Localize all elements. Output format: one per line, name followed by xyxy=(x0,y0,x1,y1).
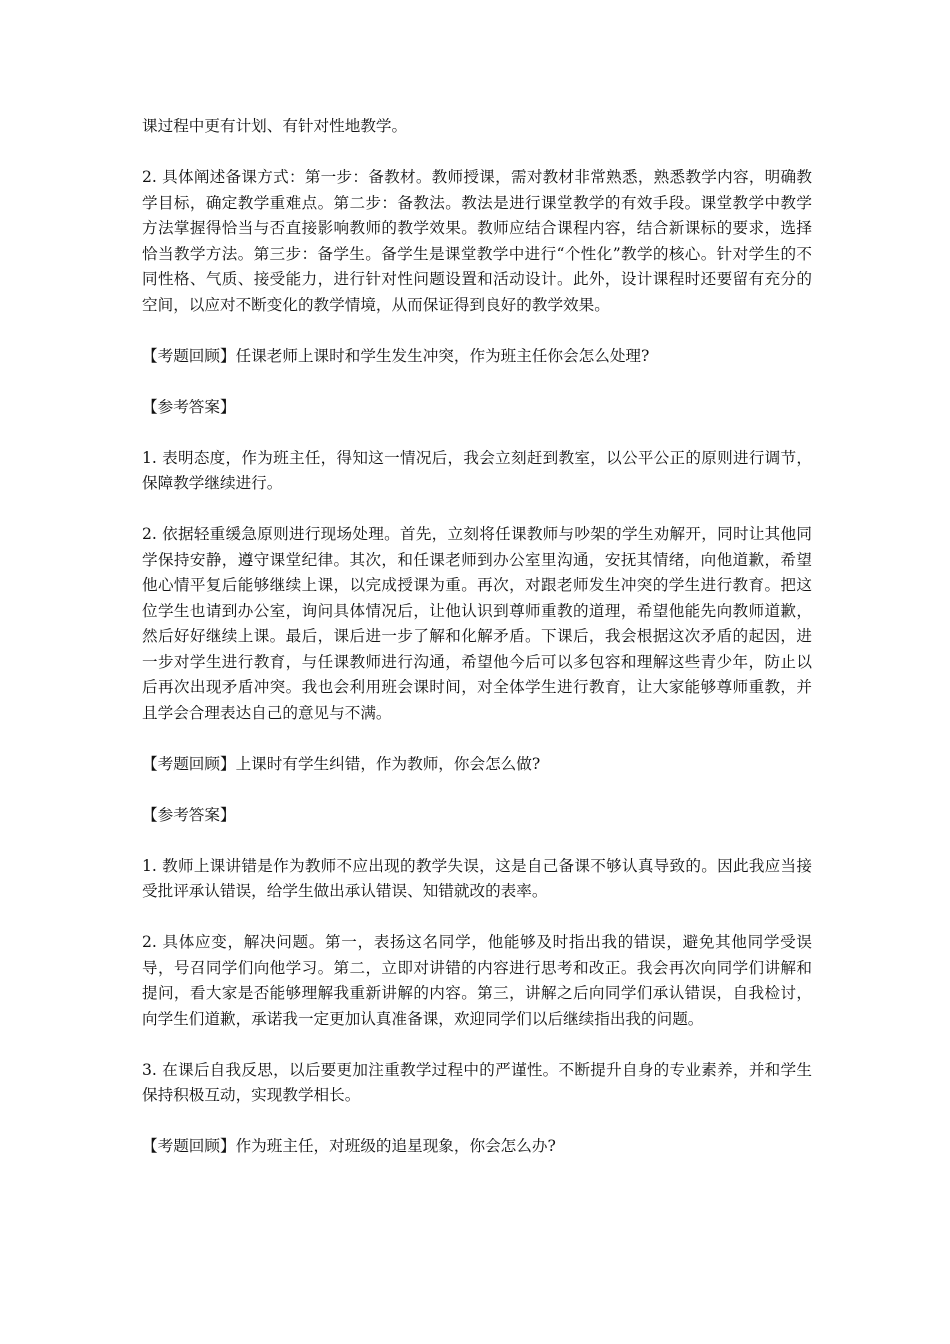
document-body xyxy=(142,114,812,1160)
reference-answer-heading: 【参考答案】 xyxy=(142,397,236,416)
exam-question-teacher-conflict: 【考题回顾】任课老师上课时和学生发生冲突，作为班主任你会怎么处理? xyxy=(142,346,650,365)
answer-point-admit-mistake: 1. 教师上课讲错是作为教师不应出现的教学失误，这是自己备课不够认真导致的。因此我应当接受批评承认错误，给学生做出承认错误、知错就改的表率。 xyxy=(142,856,812,900)
answer-point-self-reflection: 3. 在课后自我反思，以后要更加注重教学过程中的严谨性。不断提升自身的专业素养，并和学生保持积极互动，实现教学相长。 xyxy=(142,1060,812,1104)
answer-point-solve-problem: 2. 具体应变，解决问题。第一，表扬这名同学，他能够及时指出我的错误，避免其他同学受误导，号召同学们向他学习。第二，立即对讲错的内容进行思考和改正。我会再次向同学们讲解和提问，看大家是否能够理解我重新讲解的内容。第三，讲解之后向同学们承认错误，自我检讨，向学生们道歉，承诺我一定更加认真准备课，欢迎同学们以后继续指出我的问题。 xyxy=(142,933,812,1028)
answer-point-attitude: 1. 表明态度，作为班主任，得知这一情况后，我会立刻赶到教室，以公平公正的原则进行调节，保障教学继续进行。 xyxy=(142,448,812,492)
answer-point-on-site-handling: 2. 依据轻重缓急原则进行现场处理。首先，立刻将任课教师与吵架的学生劝解开，同时让其他同学保持安静，遵守课堂纪律。其次，和任课老师到办公室里沟通，安抚其情绪，向他道歉，希望他心情平复后能够继续上课，以完成授课为重。再次，对跟老师发生冲突的学生进行教育。把这位学生也请到办公室，询问具体情况后，让他认识到尊师重教的道理，希望他能先向教师道歉，然后好好继续上课。最后，课后进一步了解和化解矛盾。下课后，我会根据这次矛盾的起因，进一步对学生进行教育，与任课教师进行沟通，希望他今后可以多包容和理解这些青少年，防止以后再次出现矛盾冲突。我也会利用班会课时间，对全体学生进行教育，让大家能够尊师重教，并且学会合理表达自己的意见与不满。 xyxy=(142,525,812,722)
reference-answer-heading: 【参考答案】 xyxy=(142,805,236,824)
exam-question-student-correction: 【考题回顾】上课时有学生纠错，作为教师，你会怎么做? xyxy=(142,754,541,773)
paragraph-lesson-prep-methods: 2. 具体阐述备课方式：第一步：备教材。教师授课，需对教材非常熟悉，熟悉教学内容，明确教学目标，确定教学重难点。第二步：备教法。教法是进行课堂教学的有效手段。课堂教学中教学方法掌握得恰当与否直接影响教师的教学效果。教师应结合课程内容，结合新课标的要求，选择恰当教学方法。第三步：备学生。备学生是课堂教学中进行“个性化”教学的核心。针对学生的不同性格、气质、接受能力，进行针对性问题设置和活动设计。此外，设计课程时还要留有充分的空间，以应对不断变化的教学情境，从而保证得到良好的教学效果。 xyxy=(142,168,812,314)
exam-question-idol-worship: 【考题回顾】作为班主任，对班级的追星现象，你会怎么办? xyxy=(142,1137,556,1155)
paragraph-continuation: 课过程中更有计划、有针对性地教学。 xyxy=(142,117,408,135)
